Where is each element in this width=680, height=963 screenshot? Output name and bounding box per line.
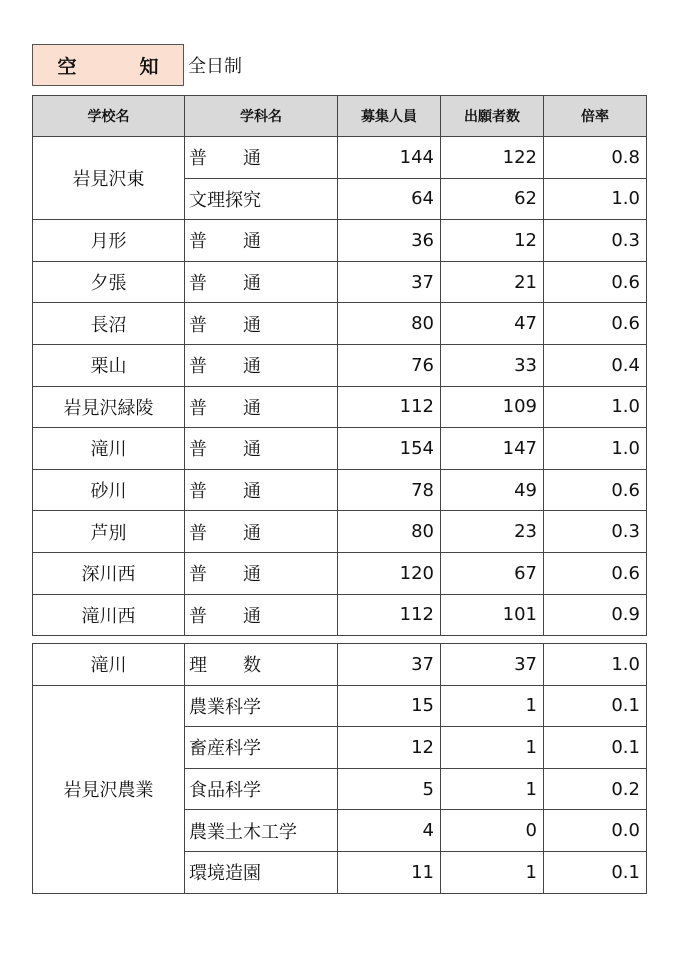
department-cell: 普 通 [185,220,338,262]
table-row [33,261,647,303]
quota-cell: 112 [338,594,441,636]
ratio-cell: 0.1 [544,727,647,769]
department-cell: 普 通 [185,303,338,345]
quota-cell: 12 [338,727,441,769]
department-cell: 普 通 [185,261,338,303]
table-header-row [33,96,647,137]
school-cell: 岩見沢緑陵 [33,386,185,428]
school-cell: 岩見沢農業 [33,685,185,893]
ratio-cell: 0.3 [544,220,647,262]
header-department: 学科名 [185,96,338,137]
department-cell: 普 通 [185,511,338,553]
applicants-cell: 12 [441,220,544,262]
applicants-cell: 33 [441,344,544,386]
quota-cell: 80 [338,511,441,553]
quota-cell: 64 [338,178,441,220]
quota-cell: 112 [338,386,441,428]
department-cell: 文理探究 [185,178,338,220]
department-cell: 普 通 [185,386,338,428]
applicants-cell: 1 [441,851,544,893]
applicants-cell: 147 [441,428,544,470]
course-type-label: 全日制 [188,56,242,77]
ratio-cell: 0.1 [544,685,647,727]
quota-cell: 37 [338,644,441,686]
applicants-cell: 109 [441,386,544,428]
applicants-cell: 1 [441,685,544,727]
ratio-cell: 0.6 [544,552,647,594]
ratio-cell: 0.2 [544,768,647,810]
school-cell: 深川西 [33,552,185,594]
quota-cell: 4 [338,810,441,852]
department-cell: 普 通 [185,137,338,179]
quota-cell: 78 [338,469,441,511]
department-cell: 普 通 [185,594,338,636]
school-cell: 滝川 [33,644,185,686]
applicants-cell: 21 [441,261,544,303]
table-row [33,428,647,470]
applicants-cell: 122 [441,137,544,179]
quota-cell: 76 [338,344,441,386]
department-cell: 普 通 [185,428,338,470]
applicants-cell: 67 [441,552,544,594]
applicants-cell: 62 [441,178,544,220]
ratio-cell: 0.1 [544,851,647,893]
quota-cell: 154 [338,428,441,470]
school-cell: 岩見沢東 [33,137,185,220]
table-row [33,511,647,553]
ratio-cell: 0.6 [544,469,647,511]
ratio-cell: 0.3 [544,511,647,553]
applicants-cell: 49 [441,469,544,511]
table-row [33,469,647,511]
department-cell: 農業科学 [185,685,338,727]
applicants-cell: 37 [441,644,544,686]
quota-cell: 15 [338,685,441,727]
ratio-cell: 1.0 [544,428,647,470]
ratio-cell: 0.0 [544,810,647,852]
school-cell: 長沼 [33,303,185,345]
department-cell: 農業土木工学 [185,810,338,852]
table-row [33,552,647,594]
table-row [33,685,647,727]
department-cell: 環境造園 [185,851,338,893]
quota-cell: 37 [338,261,441,303]
quota-cell: 36 [338,220,441,262]
header-ratio: 倍率 [544,96,647,137]
school-cell: 滝川 [33,428,185,470]
ratio-cell: 0.4 [544,344,647,386]
table-row [33,344,647,386]
department-cell: 畜産科学 [185,727,338,769]
school-cell: 月形 [33,220,185,262]
specialized-courses-table [32,643,647,894]
ratio-cell: 0.9 [544,594,647,636]
department-cell: 食品科学 [185,768,338,810]
applicants-cell: 0 [441,810,544,852]
department-cell: 理 数 [185,644,338,686]
table-row [33,303,647,345]
department-cell: 普 通 [185,344,338,386]
school-cell: 砂川 [33,469,185,511]
applicants-cell: 47 [441,303,544,345]
header-quota: 募集人員 [338,96,441,137]
school-cell: 芦別 [33,511,185,553]
quota-cell: 11 [338,851,441,893]
quota-cell: 80 [338,303,441,345]
applications-table [32,95,647,636]
ratio-cell: 0.6 [544,261,647,303]
header-school: 学校名 [33,96,185,137]
header-applicants: 出願者数 [441,96,544,137]
ratio-cell: 1.0 [544,178,647,220]
ratio-cell: 0.6 [544,303,647,345]
table-row [33,220,647,262]
school-cell: 栗山 [33,344,185,386]
quota-cell: 144 [338,137,441,179]
applicants-cell: 1 [441,727,544,769]
region-label: 空 知 [32,44,184,86]
ratio-cell: 0.8 [544,137,647,179]
school-cell: 滝川西 [33,594,185,636]
quota-cell: 5 [338,768,441,810]
applicants-cell: 101 [441,594,544,636]
department-cell: 普 通 [185,552,338,594]
applicants-cell: 23 [441,511,544,553]
department-cell: 普 通 [185,469,338,511]
table-row [33,594,647,636]
quota-cell: 120 [338,552,441,594]
school-cell: 夕張 [33,261,185,303]
table-row [33,137,647,179]
table-row [33,386,647,428]
applicants-cell: 1 [441,768,544,810]
ratio-cell: 1.0 [544,386,647,428]
ratio-cell: 1.0 [544,644,647,686]
table-row [33,644,647,686]
